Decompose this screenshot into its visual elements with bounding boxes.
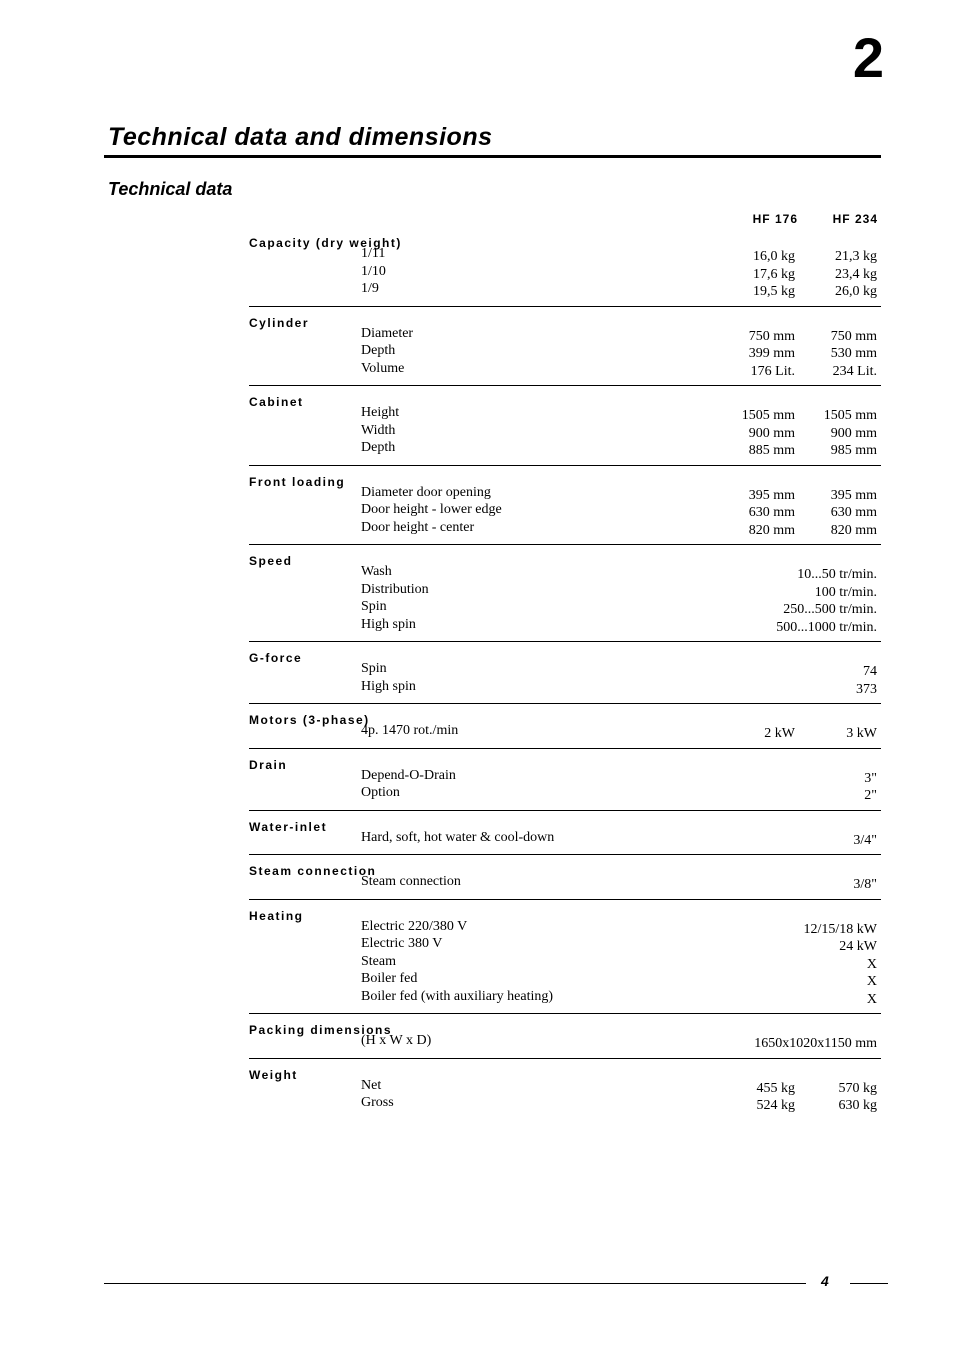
- spec-section-title: Cabinet: [249, 395, 304, 409]
- footer-rule-right: [850, 1283, 888, 1284]
- spec-value-shared: X: [866, 991, 877, 1007]
- spec-value-shared: 1650x1020x1150 mm: [754, 1036, 877, 1051]
- spec-row: [249, 484, 881, 507]
- spec-label: Door height - center: [361, 519, 475, 535]
- spec-label: (H x W x D): [361, 1033, 432, 1048]
- spec-value-shared: 500...1000 tr/min.: [776, 619, 877, 635]
- spec-value-shared: 250...500 tr/min.: [783, 602, 877, 617]
- spec-table: [249, 231, 881, 1124]
- spec-row: [249, 519, 881, 542]
- spec-value-hf176: 399 mm: [748, 346, 795, 361]
- spec-row: [249, 1033, 881, 1055]
- spec-value-hf176: 19,5 kg: [753, 284, 795, 299]
- section-heading: Technical data: [108, 179, 233, 199]
- spec-label: 1/11: [361, 246, 386, 261]
- spec-label: Width: [361, 422, 396, 438]
- spec-row: [249, 829, 881, 852]
- spec-label: Depth: [361, 343, 396, 358]
- spec-section: [249, 231, 881, 307]
- spec-label: Wash: [361, 564, 392, 579]
- spec-value-hf234: 900 mm: [830, 425, 877, 441]
- spec-value-hf234: 530 mm: [830, 346, 877, 361]
- spec-label: Electric 220/380 V: [361, 918, 468, 934]
- spec-value-shared: 10...50 tr/min.: [797, 567, 877, 582]
- spec-section-title: Drain: [249, 757, 288, 772]
- spec-value-hf234: 820 mm: [830, 522, 877, 538]
- spec-value-hf176: 17,6 kg: [753, 266, 795, 282]
- spec-section-title: Packing dimensions: [249, 1023, 393, 1037]
- spec-row: [249, 1077, 881, 1100]
- spec-row: [249, 422, 881, 445]
- spec-value-hf234: 750 mm: [830, 328, 877, 344]
- spec-value-hf176: 900 mm: [748, 425, 795, 441]
- spec-label: Hard, soft, hot water & cool-down: [361, 829, 555, 845]
- spec-section: [249, 311, 881, 387]
- spec-section: [249, 470, 881, 546]
- spec-value-hf234: 3 kW: [846, 726, 877, 741]
- spec-value-hf234: 630 kg: [838, 1098, 877, 1113]
- spec-value-shared: X: [866, 974, 877, 989]
- spec-value-shared: 24 kW: [839, 939, 877, 954]
- spec-label: Height: [361, 405, 400, 420]
- spec-value-hf234: 1505 mm: [823, 408, 877, 423]
- spec-row: [249, 678, 881, 701]
- spec-section: [249, 1018, 881, 1059]
- spec-value-hf234: 570 kg: [838, 1080, 877, 1096]
- spec-label: Depth: [361, 440, 396, 455]
- column-header-hf176: HF 176: [752, 212, 798, 226]
- spec-section: [249, 753, 881, 811]
- spec-label: Electric 380 V: [361, 936, 443, 951]
- spec-label: High spin: [361, 616, 416, 632]
- spec-section: [249, 815, 881, 856]
- spec-section-title: Steam connection: [249, 864, 377, 878]
- spec-section: [249, 904, 881, 1015]
- spec-value-hf176: 455 kg: [756, 1080, 795, 1096]
- spec-value-hf176: 630 mm: [748, 505, 795, 520]
- spec-value-hf234: 630 mm: [830, 505, 877, 520]
- spec-value-hf234: 26,0 kg: [835, 284, 877, 299]
- spec-label: Option: [361, 785, 400, 800]
- spec-value-hf176: 885 mm: [748, 443, 795, 458]
- spec-value-shared: 3": [864, 770, 877, 786]
- spec-label: Distribution: [361, 581, 429, 597]
- spec-label: Steam: [361, 953, 396, 969]
- spec-label: Diameter door opening: [361, 484, 491, 500]
- spec-value-shared: X: [866, 956, 877, 972]
- spec-row: [249, 263, 881, 286]
- spec-value-hf176: 16,0 kg: [753, 249, 795, 264]
- spec-value-shared: 3/8": [853, 877, 877, 892]
- spec-value-hf234: 21,3 kg: [835, 249, 877, 264]
- spec-value-hf234: 395 mm: [830, 487, 877, 503]
- spec-row: [249, 581, 881, 604]
- spec-value-hf234: 23,4 kg: [835, 266, 877, 282]
- spec-row: [249, 936, 881, 958]
- spec-value-shared: 2": [864, 788, 877, 803]
- spec-row: [249, 502, 881, 524]
- spec-row: [249, 661, 881, 683]
- spec-row: [249, 281, 881, 303]
- spec-label: 1/9: [361, 281, 379, 296]
- spec-section: [249, 708, 881, 749]
- spec-row: [249, 723, 881, 745]
- spec-section: [249, 549, 881, 642]
- spec-row: [249, 767, 881, 790]
- spec-label: Spin: [361, 599, 387, 614]
- spec-label: Steam connection: [361, 874, 461, 889]
- spec-label: Boiler fed (with auxiliary heating): [361, 988, 554, 1004]
- spec-section: [249, 646, 881, 704]
- spec-row: [249, 246, 881, 268]
- spec-value-shared: 74: [863, 664, 877, 679]
- spec-section-title: Speed: [249, 554, 293, 568]
- spec-label: Spin: [361, 661, 387, 676]
- spec-label: 4p. 1470 rot./min: [361, 723, 459, 738]
- spec-label: High spin: [361, 678, 416, 694]
- spec-value-shared: 12/15/18 kW: [803, 921, 877, 937]
- spec-row: [249, 360, 881, 383]
- spec-section: [249, 1063, 881, 1120]
- footer-rule: [104, 1283, 806, 1284]
- spec-row: [249, 874, 881, 896]
- spec-value-hf176: 524 kg: [756, 1098, 795, 1113]
- spec-row: [249, 325, 881, 348]
- spec-label: Boiler fed: [361, 971, 418, 986]
- spec-value-hf176: 820 mm: [748, 522, 795, 538]
- spec-row: [249, 405, 881, 427]
- spec-row: [249, 953, 881, 976]
- spec-row: [249, 616, 881, 639]
- spec-row: [249, 988, 881, 1011]
- spec-value-shared: 373: [856, 681, 877, 697]
- column-header-hf234: HF 234: [832, 212, 878, 226]
- spec-row: [249, 564, 881, 586]
- spec-label: Volume: [361, 360, 405, 376]
- title-divider: [104, 155, 881, 158]
- chapter-number: 2: [852, 26, 884, 89]
- spec-value-hf176: 1505 mm: [741, 408, 795, 423]
- spec-value-hf176: 2 kW: [764, 726, 795, 741]
- spec-section-title: Weight: [249, 1067, 298, 1082]
- spec-row: [249, 918, 881, 941]
- spec-row: [249, 971, 881, 993]
- spec-value-shared: 100 tr/min.: [814, 584, 877, 600]
- spec-section-title: Water-inlet: [249, 819, 328, 834]
- spec-row: [249, 343, 881, 365]
- spec-row: [249, 599, 881, 621]
- spec-section-title: Capacity (dry weight): [249, 236, 402, 250]
- spec-section-title: Cylinder: [249, 315, 310, 330]
- spec-label: Gross: [361, 1095, 394, 1110]
- spec-section: [249, 859, 881, 900]
- spec-value-hf176: 750 mm: [748, 328, 795, 344]
- spec-row: [249, 440, 881, 462]
- spec-value-hf234: 985 mm: [830, 443, 877, 458]
- spec-value-hf176: 176 Lit.: [750, 363, 795, 379]
- spec-value-hf234: 234 Lit.: [832, 363, 877, 379]
- spec-row: [249, 785, 881, 807]
- page-title: Technical data and dimensions: [108, 123, 493, 151]
- spec-label: Door height - lower edge: [361, 502, 502, 517]
- spec-label: Diameter: [361, 325, 414, 341]
- spec-row: [249, 1095, 881, 1117]
- spec-label: Depend-O-Drain: [361, 767, 456, 783]
- spec-value-shared: 3/4": [853, 832, 877, 848]
- spec-section-title: Motors (3-phase): [249, 713, 370, 727]
- spec-section: [249, 390, 881, 466]
- spec-label: 1/10: [361, 263, 386, 279]
- page-number: 4: [821, 1273, 829, 1289]
- spec-value-hf176: 395 mm: [748, 487, 795, 503]
- spec-section-title: Front loading: [249, 474, 346, 489]
- spec-label: Net: [361, 1077, 382, 1093]
- spec-section-title: Heating: [249, 908, 304, 923]
- spec-section-title: G-force: [249, 651, 303, 665]
